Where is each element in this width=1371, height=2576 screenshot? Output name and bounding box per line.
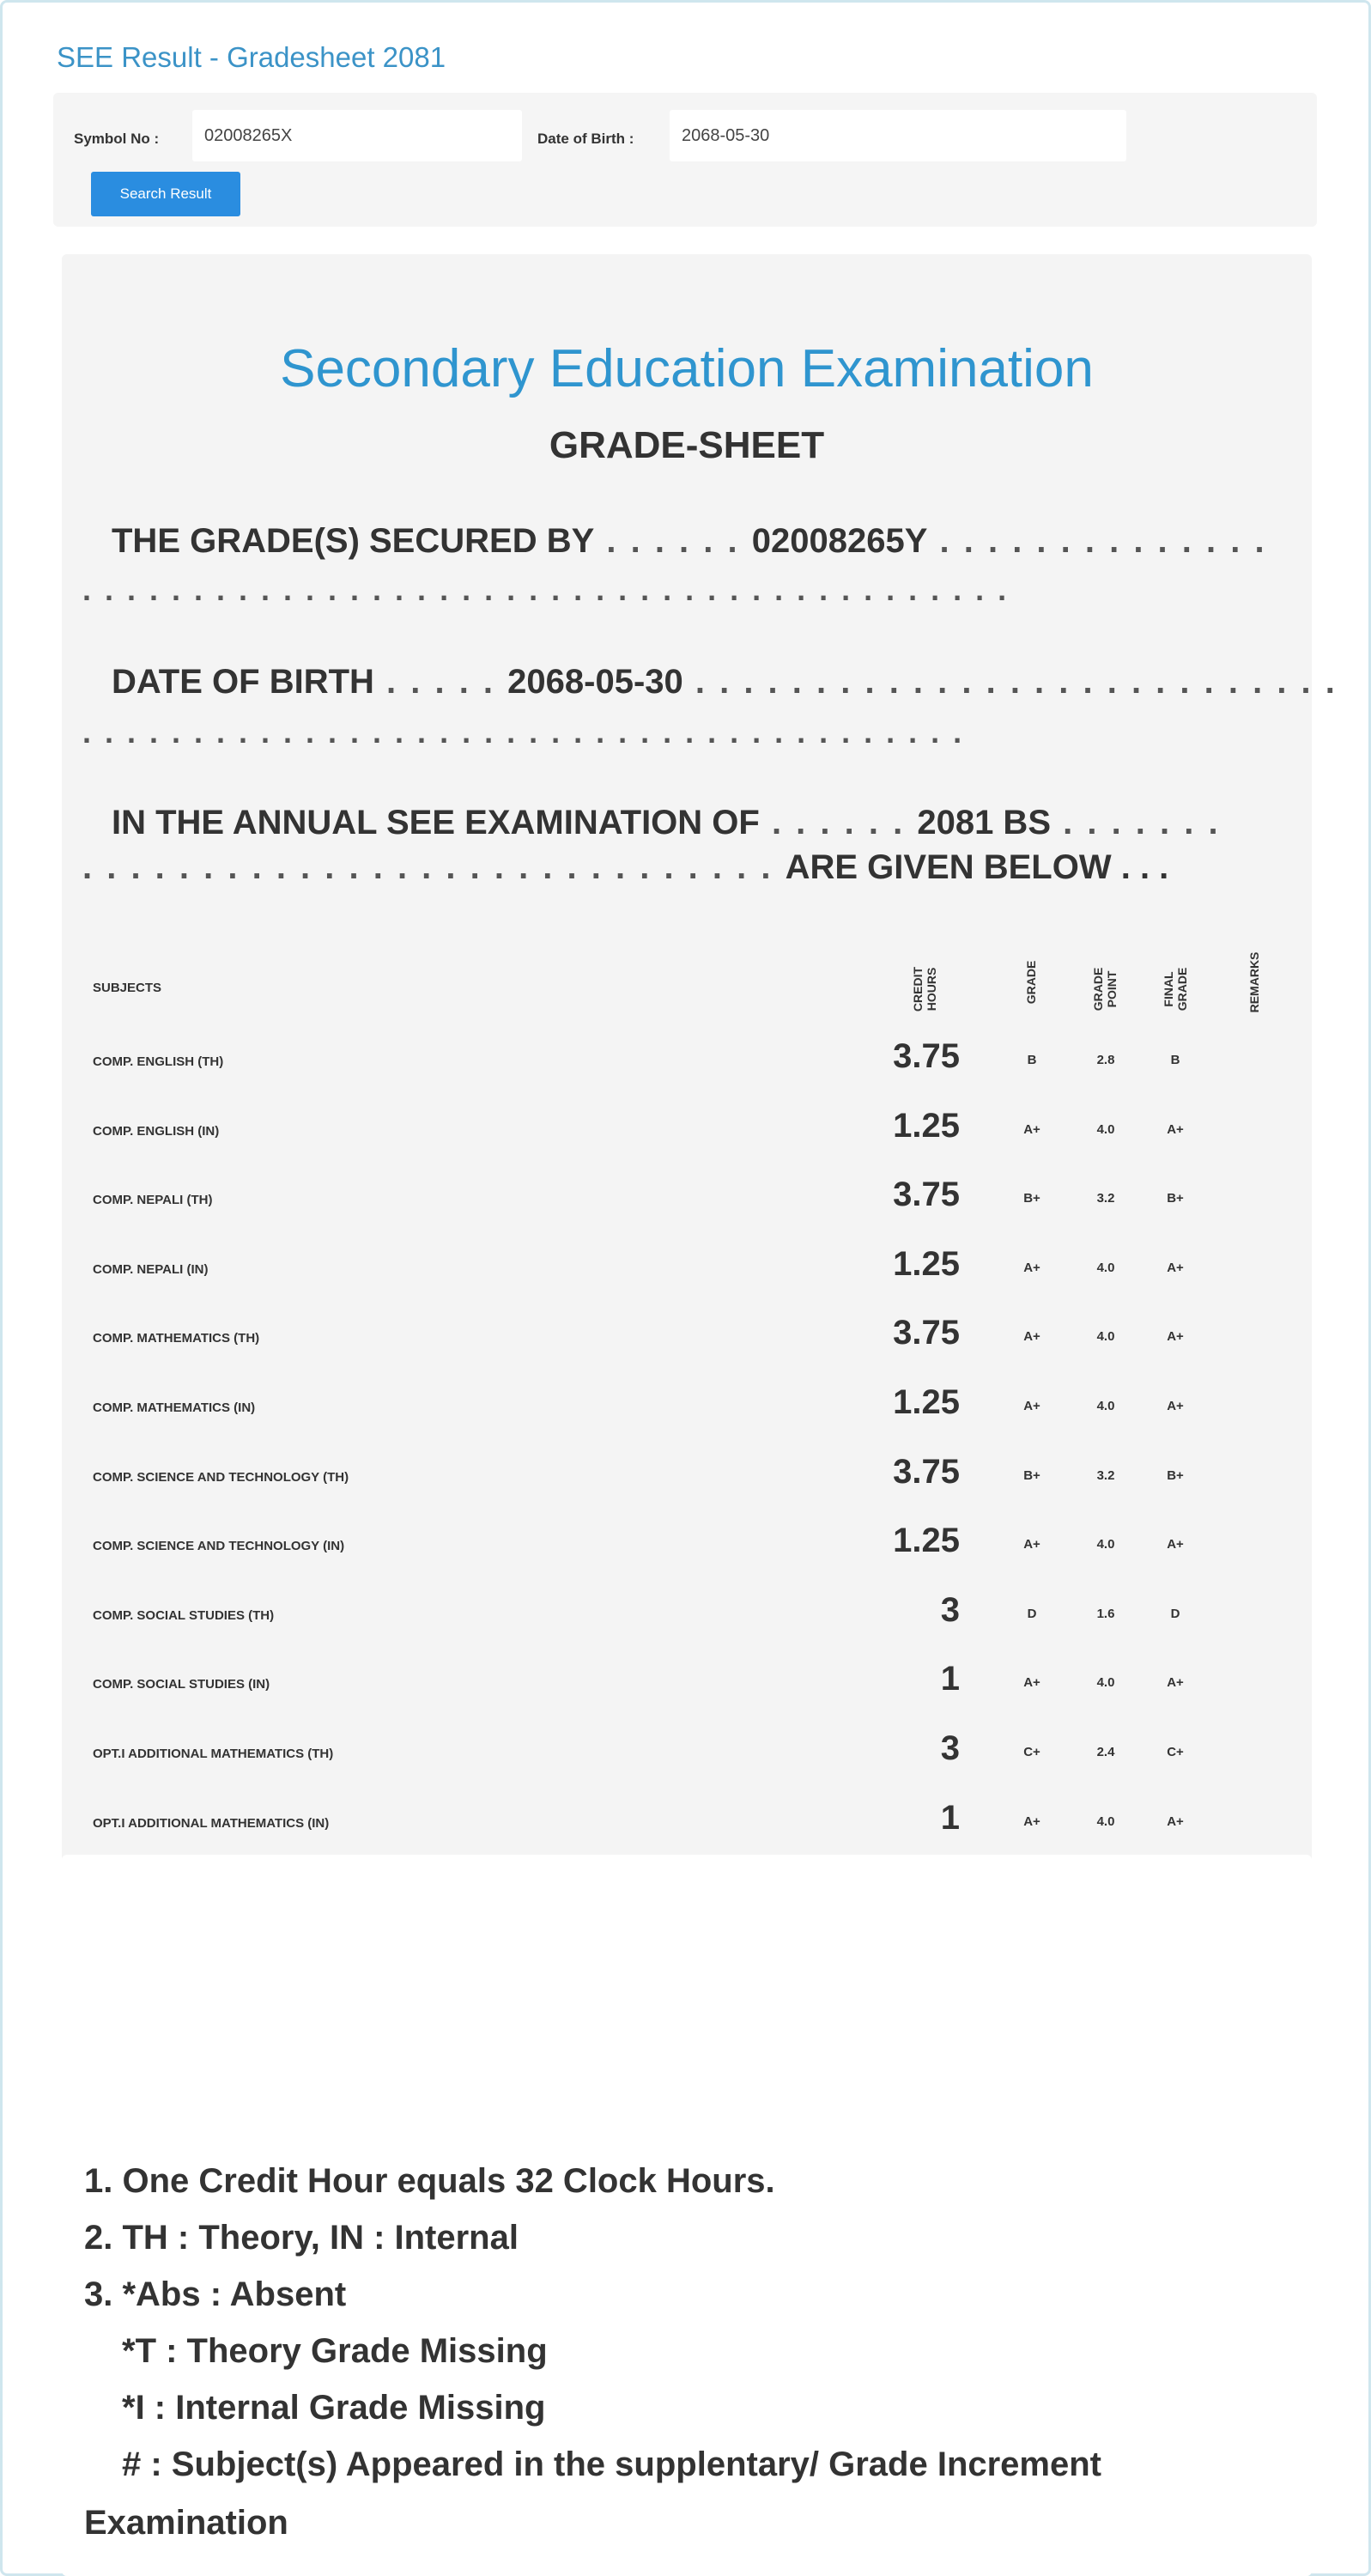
grade-cell: A+	[1023, 1675, 1040, 1691]
table-row	[62, 1653, 1312, 1722]
grade-point-cell: 2.8	[1096, 1053, 1115, 1067]
subject-cell: COMP. SOCIAL STUDIES (TH)	[93, 1607, 275, 1623]
subject-cell: COMP. SCIENCE AND TECHNOLOGY (IN)	[93, 1539, 345, 1554]
grade-cell: A+	[1023, 1329, 1040, 1345]
subject-cell: COMP. ENGLISH (IN)	[93, 1123, 220, 1139]
grade-point-cell: 3.2	[1096, 1467, 1115, 1483]
table-row	[62, 1100, 1312, 1169]
credit-hours-cell: 1.25	[893, 1383, 960, 1421]
table-row	[62, 1515, 1312, 1583]
table-row	[62, 1584, 1312, 1653]
final-grade-cell: C+	[1167, 1745, 1184, 1759]
notes-panel	[62, 1855, 1312, 2576]
table-row	[62, 1169, 1312, 1237]
subject-cell: OPT.I ADDITIONAL MATHEMATICS (IN)	[93, 1815, 330, 1831]
grade-point-cell: 4.0	[1096, 1675, 1115, 1691]
header-grade-point: GRADE POINT	[1091, 967, 1119, 1012]
subject-cell: COMP. NEPALI (IN)	[93, 1261, 209, 1277]
exam-year: 2081 BS	[917, 804, 1051, 841]
grade-point-cell: 4.0	[1096, 1121, 1115, 1137]
credit-hours-cell: 3.75	[893, 1176, 960, 1214]
grade-cell: B+	[1023, 1191, 1040, 1206]
grade-point-cell: 1.6	[1096, 1606, 1115, 1621]
given-below-text: ARE GIVEN BELOW . . .	[785, 848, 1169, 886]
header-subjects: SUBJECTS	[93, 981, 162, 995]
grade-point-cell: 4.0	[1096, 1814, 1115, 1829]
final-grade-cell: B+	[1167, 1467, 1184, 1483]
table-row	[62, 1792, 1312, 1861]
grade-point-cell: 3.2	[1096, 1191, 1115, 1206]
sheet-dob-label: DATE OF BIRTH	[112, 663, 374, 701]
final-grade-cell: D	[1170, 1606, 1180, 1621]
table-row	[62, 1376, 1312, 1445]
grade-cell: A+	[1023, 1121, 1040, 1137]
final-grade-cell: A+	[1167, 1675, 1184, 1691]
grade-cell: A+	[1023, 1260, 1040, 1275]
credit-hours-cell: 1.25	[893, 1522, 960, 1560]
exam-title: Secondary Education Examination	[280, 339, 1094, 398]
credit-hours-cell: 3	[940, 1729, 960, 1767]
final-grade-cell: B+	[1167, 1191, 1184, 1206]
subject-cell: COMP. MATHEMATICS (TH)	[93, 1331, 260, 1346]
secured-by-line: THE GRADE(S) SECURED BY . . . . . . 02008265Y . . . . . . . . . . . . . .	[112, 522, 1267, 560]
credit-hours-cell: 3	[940, 1590, 960, 1629]
note-2: 2. TH : Theory, IN : Internal	[84, 2219, 519, 2257]
grade-cell: B+	[1023, 1467, 1040, 1483]
table-row	[62, 1030, 1312, 1099]
grade-cell: A+	[1023, 1399, 1040, 1413]
grade-point-cell: 4.0	[1096, 1260, 1115, 1275]
final-grade-cell: A+	[1167, 1121, 1184, 1137]
note-5: *I : Internal Grade Missing	[122, 2389, 546, 2427]
exam-line: IN THE ANNUAL SEE EXAMINATION OF . . . . . . 2081 BS . . . . . . .	[112, 804, 1221, 841]
secured-by-label: THE GRADE(S) SECURED BY	[112, 522, 595, 560]
header-remarks: REMARKS	[1247, 951, 1261, 1013]
search-result-button[interactable]: Search Result	[91, 172, 240, 216]
header-final-grade: FINAL GRADE	[1162, 967, 1189, 1012]
grade-cell: B	[1027, 1053, 1037, 1067]
grade-cell: C+	[1023, 1745, 1040, 1759]
grade-point-cell: 4.0	[1096, 1329, 1115, 1345]
credit-hours-cell: 1	[940, 1660, 960, 1698]
credit-hours-cell: 1.25	[893, 1106, 960, 1145]
grade-point-cell: 4.0	[1096, 1537, 1115, 1552]
credit-hours-cell: 3.75	[893, 1452, 960, 1491]
symbol-label: Symbol No :	[74, 131, 160, 147]
symbol-input[interactable]: 02008265X	[192, 110, 522, 161]
subject-cell: COMP. NEPALI (TH)	[93, 1193, 213, 1208]
grade-cell: A+	[1023, 1814, 1040, 1829]
dob-line: DATE OF BIRTH . . . . . 2068-05-30 . . . . . . . . . . . . . . . . . . . . . . . . . . .	[112, 663, 1338, 701]
sheet-dob-value: 2068-05-30	[507, 663, 683, 701]
table-row	[62, 1722, 1312, 1791]
table-row	[62, 1307, 1312, 1376]
subject-cell: OPT.I ADDITIONAL MATHEMATICS (TH)	[93, 1747, 334, 1761]
credit-hours-cell: 1.25	[893, 1244, 960, 1283]
dots-line: . . . . . . . . . . . . . . . . . . . . . . . . . . . . . . . . . . . . . . . . . .	[82, 572, 1010, 607]
grade-point-cell: 4.0	[1096, 1399, 1115, 1413]
header-grade: GRADE	[1024, 960, 1038, 1005]
dob-label: Date of Birth :	[537, 131, 634, 147]
final-grade-cell: A+	[1167, 1399, 1184, 1413]
search-panel	[53, 93, 1317, 227]
subject-cell: COMP. MATHEMATICS (IN)	[93, 1400, 256, 1415]
note-1: 1. One Credit Hour equals 32 Clock Hours.	[84, 2162, 775, 2200]
header-credit-hours: CREDIT HOURS	[911, 966, 938, 1012]
final-grade-cell: A+	[1167, 1814, 1184, 1829]
final-grade-cell: A+	[1167, 1537, 1184, 1552]
subject-cell: COMP. SOCIAL STUDIES (IN)	[93, 1677, 270, 1692]
dob-input[interactable]: 2068-05-30	[670, 110, 1126, 161]
note-3: 3. *Abs : Absent	[84, 2275, 347, 2313]
table-row	[62, 1238, 1312, 1307]
subject-cell: COMP. SCIENCE AND TECHNOLOGY (TH)	[93, 1469, 349, 1485]
grade-cell: A+	[1023, 1537, 1040, 1552]
note-7: Examination	[84, 2504, 288, 2542]
note-4: *T : Theory Grade Missing	[122, 2332, 548, 2370]
sheet-title: GRADE-SHEET	[549, 424, 825, 466]
subject-cell: COMP. ENGLISH (TH)	[93, 1054, 224, 1069]
secured-by-value: 02008265Y	[751, 522, 928, 560]
final-grade-cell: B	[1170, 1053, 1180, 1067]
credit-hours-cell: 3.75	[893, 1314, 960, 1352]
table-row	[62, 1446, 1312, 1515]
final-grade-cell: A+	[1167, 1329, 1184, 1345]
exam-label: IN THE ANNUAL SEE EXAMINATION OF	[112, 804, 760, 841]
note-6: # : Subject(s) Appeared in the supplentary/ Grade Increment	[122, 2445, 1101, 2483]
grade-cell: D	[1027, 1606, 1037, 1621]
credit-hours-cell: 1	[940, 1798, 960, 1837]
credit-hours-cell: 3.75	[893, 1037, 960, 1075]
given-below-line: . . . . . . . . . . . . . . . . . . . . . . . . . . . . . ARE GIVEN BELOW . . .	[82, 848, 1169, 886]
page-title: SEE Result - Gradesheet 2081	[57, 41, 446, 73]
final-grade-cell: A+	[1167, 1260, 1184, 1275]
dots-line: . . . . . . . . . . . . . . . . . . . . . . . . . . . . . . . . . . . . . . . .	[82, 714, 965, 750]
grade-point-cell: 2.4	[1096, 1745, 1115, 1759]
